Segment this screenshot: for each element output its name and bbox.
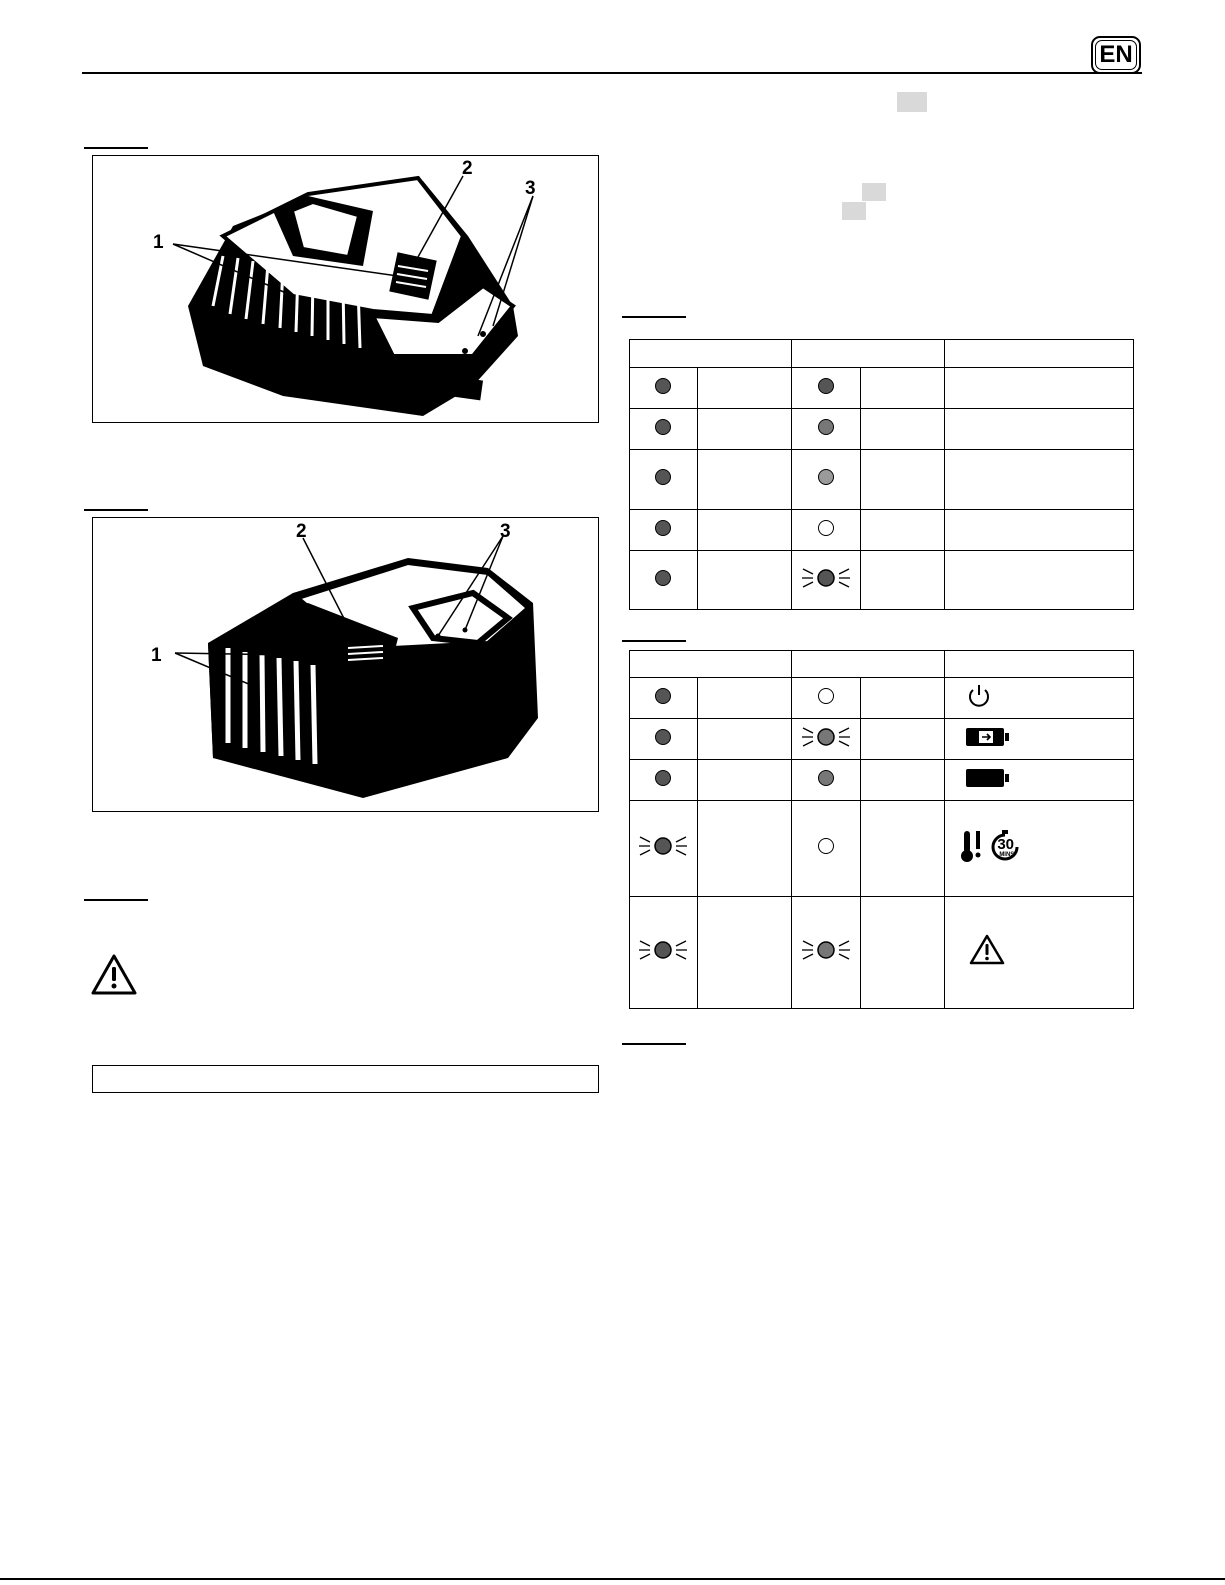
warning-icon [969, 934, 1005, 966]
green-led-blinking-icon [801, 722, 851, 752]
section-heading-underline [84, 147, 148, 149]
section-heading-underline [84, 899, 148, 901]
grey-marker [862, 183, 886, 201]
red-led-blinking-icon [801, 563, 851, 593]
grey-marker [842, 202, 866, 220]
red-led-icon [655, 688, 671, 704]
timer-unit: MINS [999, 852, 1015, 858]
figure-1-callout-3: 3 [525, 178, 536, 199]
green-led-icon [818, 419, 834, 435]
header-rule [82, 72, 1142, 74]
figure-2-frame [92, 517, 599, 812]
temperature-timer-icon [960, 829, 1022, 863]
timer-icon [988, 829, 1022, 863]
charger-illustration-2 [93, 518, 598, 811]
battery-charging-icon [965, 726, 1011, 748]
section-heading-underline [622, 1043, 686, 1045]
timer-minutes: 30 [997, 836, 1014, 853]
red-led-blinking-icon [638, 935, 688, 965]
led-status-table-b [629, 650, 1134, 1009]
green-led-blinking-icon [801, 935, 851, 965]
red-led-icon [655, 570, 671, 586]
off-led-icon [818, 838, 834, 854]
section-heading-underline [622, 640, 686, 642]
section-heading-underline [84, 509, 148, 511]
red-led-icon [655, 469, 671, 485]
red-led-icon [655, 378, 671, 394]
light-led-icon [818, 469, 834, 485]
red-led-icon [655, 770, 671, 786]
figure-2-callout-3: 3 [500, 521, 511, 542]
figure-1-frame [92, 155, 599, 423]
off-led-icon [818, 688, 834, 704]
red-led-blinking-icon [638, 831, 688, 861]
red-led-icon [818, 378, 834, 394]
note-box [92, 1065, 599, 1093]
table-a-header-cell [791, 340, 945, 368]
power-icon [965, 682, 993, 710]
battery-full-icon [965, 767, 1011, 789]
charger-illustration-1 [93, 156, 598, 422]
language-badge: EN [1091, 36, 1141, 74]
led-status-table-a [629, 339, 1134, 610]
figure-1-callout-2: 2 [462, 158, 473, 179]
red-led-icon [655, 729, 671, 745]
figure-2-callout-1: 1 [151, 645, 162, 666]
grey-marker [897, 92, 927, 112]
figure-1-callout-1: 1 [153, 232, 164, 253]
warning-icon [90, 953, 138, 997]
off-led-icon [818, 520, 834, 536]
table-a-header-cell [945, 340, 1134, 368]
green-led-icon [818, 770, 834, 786]
section-heading-underline [622, 316, 686, 318]
red-led-icon [655, 419, 671, 435]
footer-rule [0, 1578, 1225, 1580]
table-a-header-cell [630, 340, 792, 368]
thermometer-icon [960, 829, 984, 863]
figure-2-callout-2: 2 [296, 521, 307, 542]
red-led-icon [655, 520, 671, 536]
